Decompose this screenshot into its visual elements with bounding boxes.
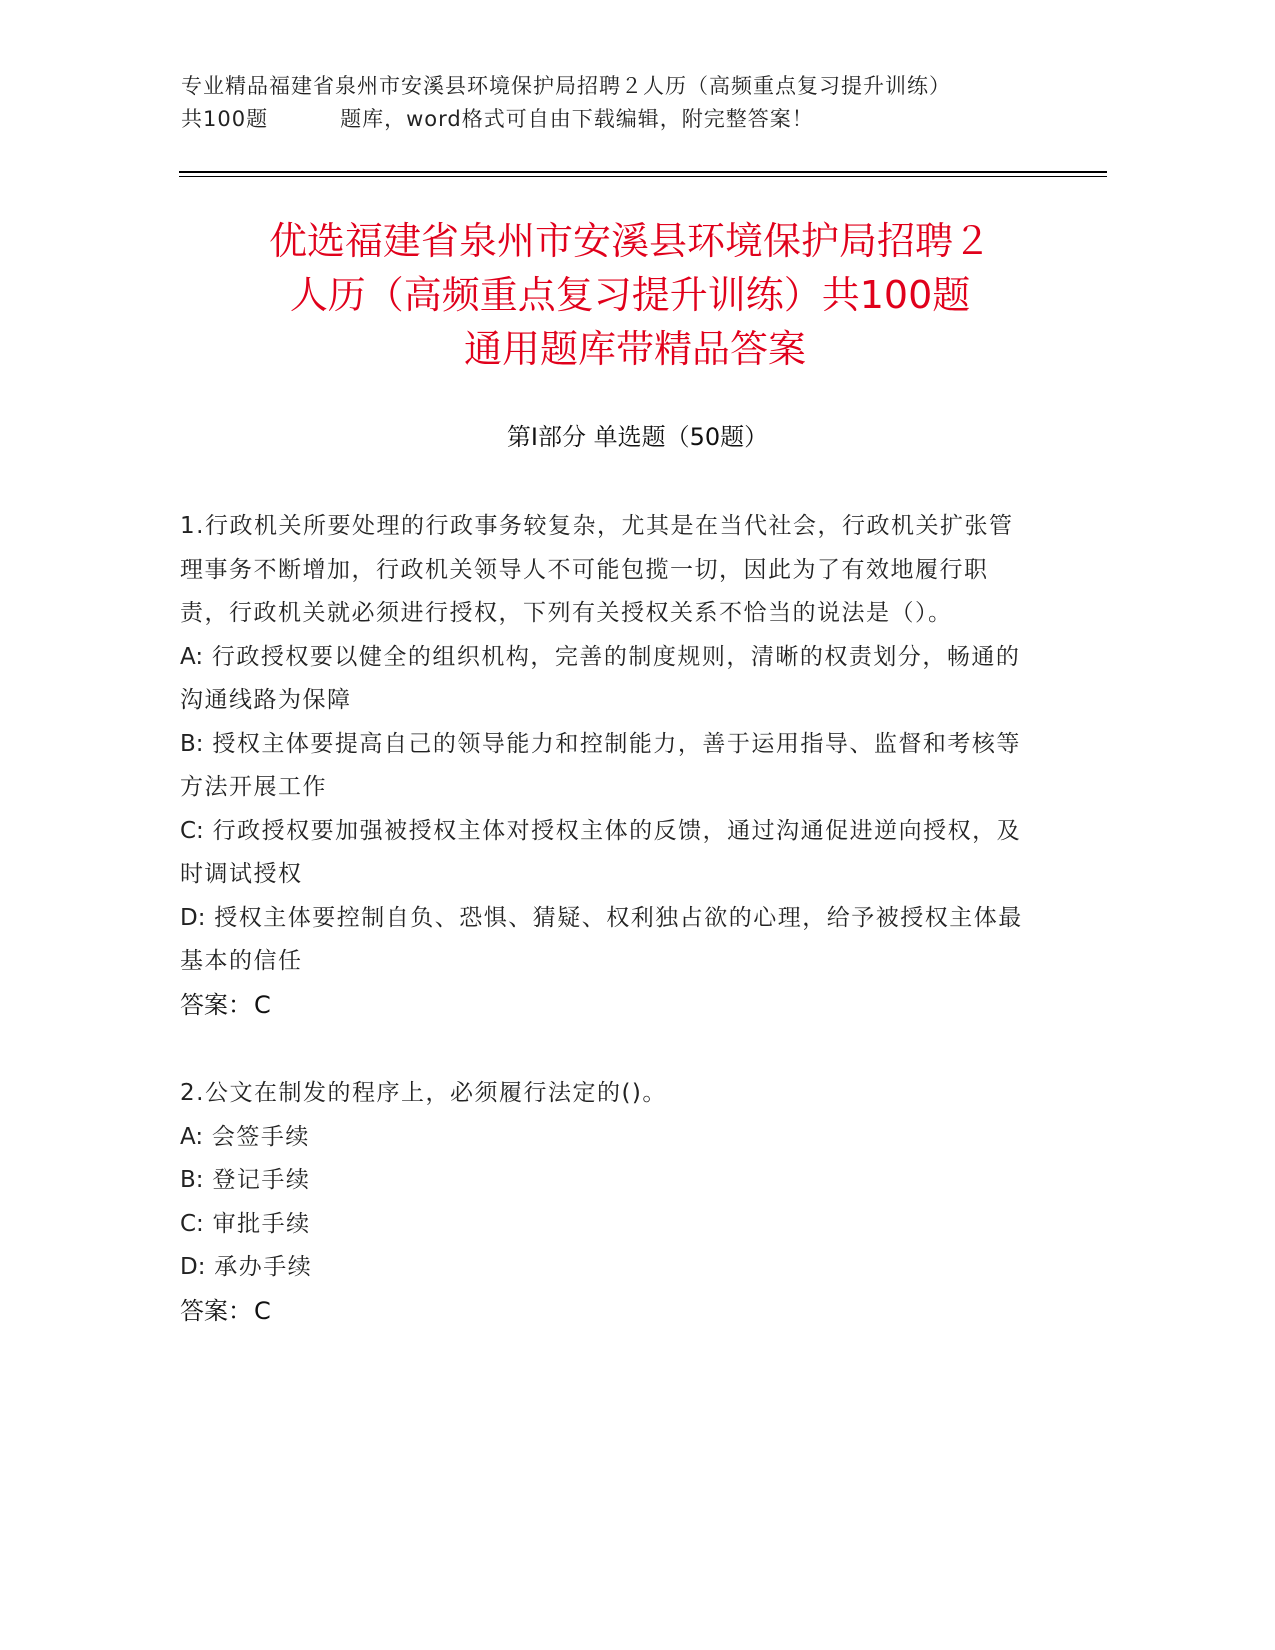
option-text: 会签手续 (211, 1123, 310, 1150)
header-description: 题库，word格式可自由下载编辑，附完整答案！ (340, 107, 814, 131)
answer-line (180, 1290, 1030, 1334)
header-line-2 (181, 103, 1061, 136)
option-text: 审批手续 (212, 1210, 311, 1237)
option-d (180, 897, 1030, 984)
header-line-1: 专业精品福建省泉州市安溪县环境保护局招聘２人历（高频重点复习提升训练） (181, 74, 951, 98)
option-text: 行政授权要以健全的组织机构，完善的制度规则，清晰的权责划分，畅通的沟通线路为保障 (180, 643, 1021, 713)
answer-label: 答案： (180, 1296, 252, 1325)
option-c (180, 810, 1030, 897)
option-label: B: (180, 730, 204, 757)
question-item (180, 1072, 1030, 1333)
option-b (180, 723, 1030, 810)
option-text: 授权主体要提高自己的领导能力和控制能力，善于运用指导、监督和考核等方法开展工作 (180, 730, 1021, 800)
title-line-1: 优选福建省泉州市安溪县环境保护局招聘２ (268, 219, 991, 263)
title-line-3: 通用题库带精品答案 (463, 327, 806, 371)
question-item (180, 505, 1030, 1027)
option-label: A: (180, 1123, 204, 1150)
document-header (181, 70, 1061, 136)
question-text: 2.公文在制发的程序上，必须履行法定的()。 (180, 1080, 667, 1106)
header-rule-thin (179, 176, 1107, 177)
option-a (180, 636, 1030, 723)
option-label: D: (180, 1254, 206, 1280)
option-d (180, 1246, 1030, 1290)
option-text: 行政授权要加强被授权主体对授权主体的反馈，通过沟通促进逆向授权，及时调试授权 (180, 817, 1022, 887)
header-rule-thick (179, 171, 1107, 173)
header-count: 共100题 (181, 107, 269, 131)
answer-label: 答案： (180, 990, 252, 1019)
title-line-2: 人历（高频重点复习提升训练）共100题 (289, 273, 971, 317)
answer-line (180, 984, 1030, 1028)
answer-value: C (254, 1296, 271, 1325)
option-text: 承办手续 (214, 1254, 313, 1280)
option-label: C: (180, 1210, 204, 1237)
option-c (180, 1203, 1030, 1247)
option-label: C: (180, 817, 204, 844)
option-a (180, 1116, 1030, 1160)
document-title (150, 214, 1110, 376)
question-list (180, 505, 1030, 1333)
option-label: D: (180, 904, 206, 931)
option-label: A: (180, 643, 204, 670)
option-b (180, 1159, 1030, 1203)
option-text: 授权主体要控制自负、恐惧、猜疑、权利独占欲的心理，给予被授权主体最基本的信任 (180, 904, 1023, 974)
option-text: 登记手续 (212, 1167, 311, 1193)
section-title: 第Ⅰ部分 单选题（50题） (506, 423, 769, 451)
question-text: 1.行政机关所要处理的行政事务较复杂，尤其是在当代社会，行政机关扩张管理事务不断增加，行政机关领导人不可能包揽一切，因此为了有效地履行职责，行政机关就必须进行授权，下列有关授权关系不恰当的说法是（）。 (180, 513, 1014, 626)
option-label: B: (180, 1167, 204, 1193)
answer-value: C (254, 990, 271, 1019)
